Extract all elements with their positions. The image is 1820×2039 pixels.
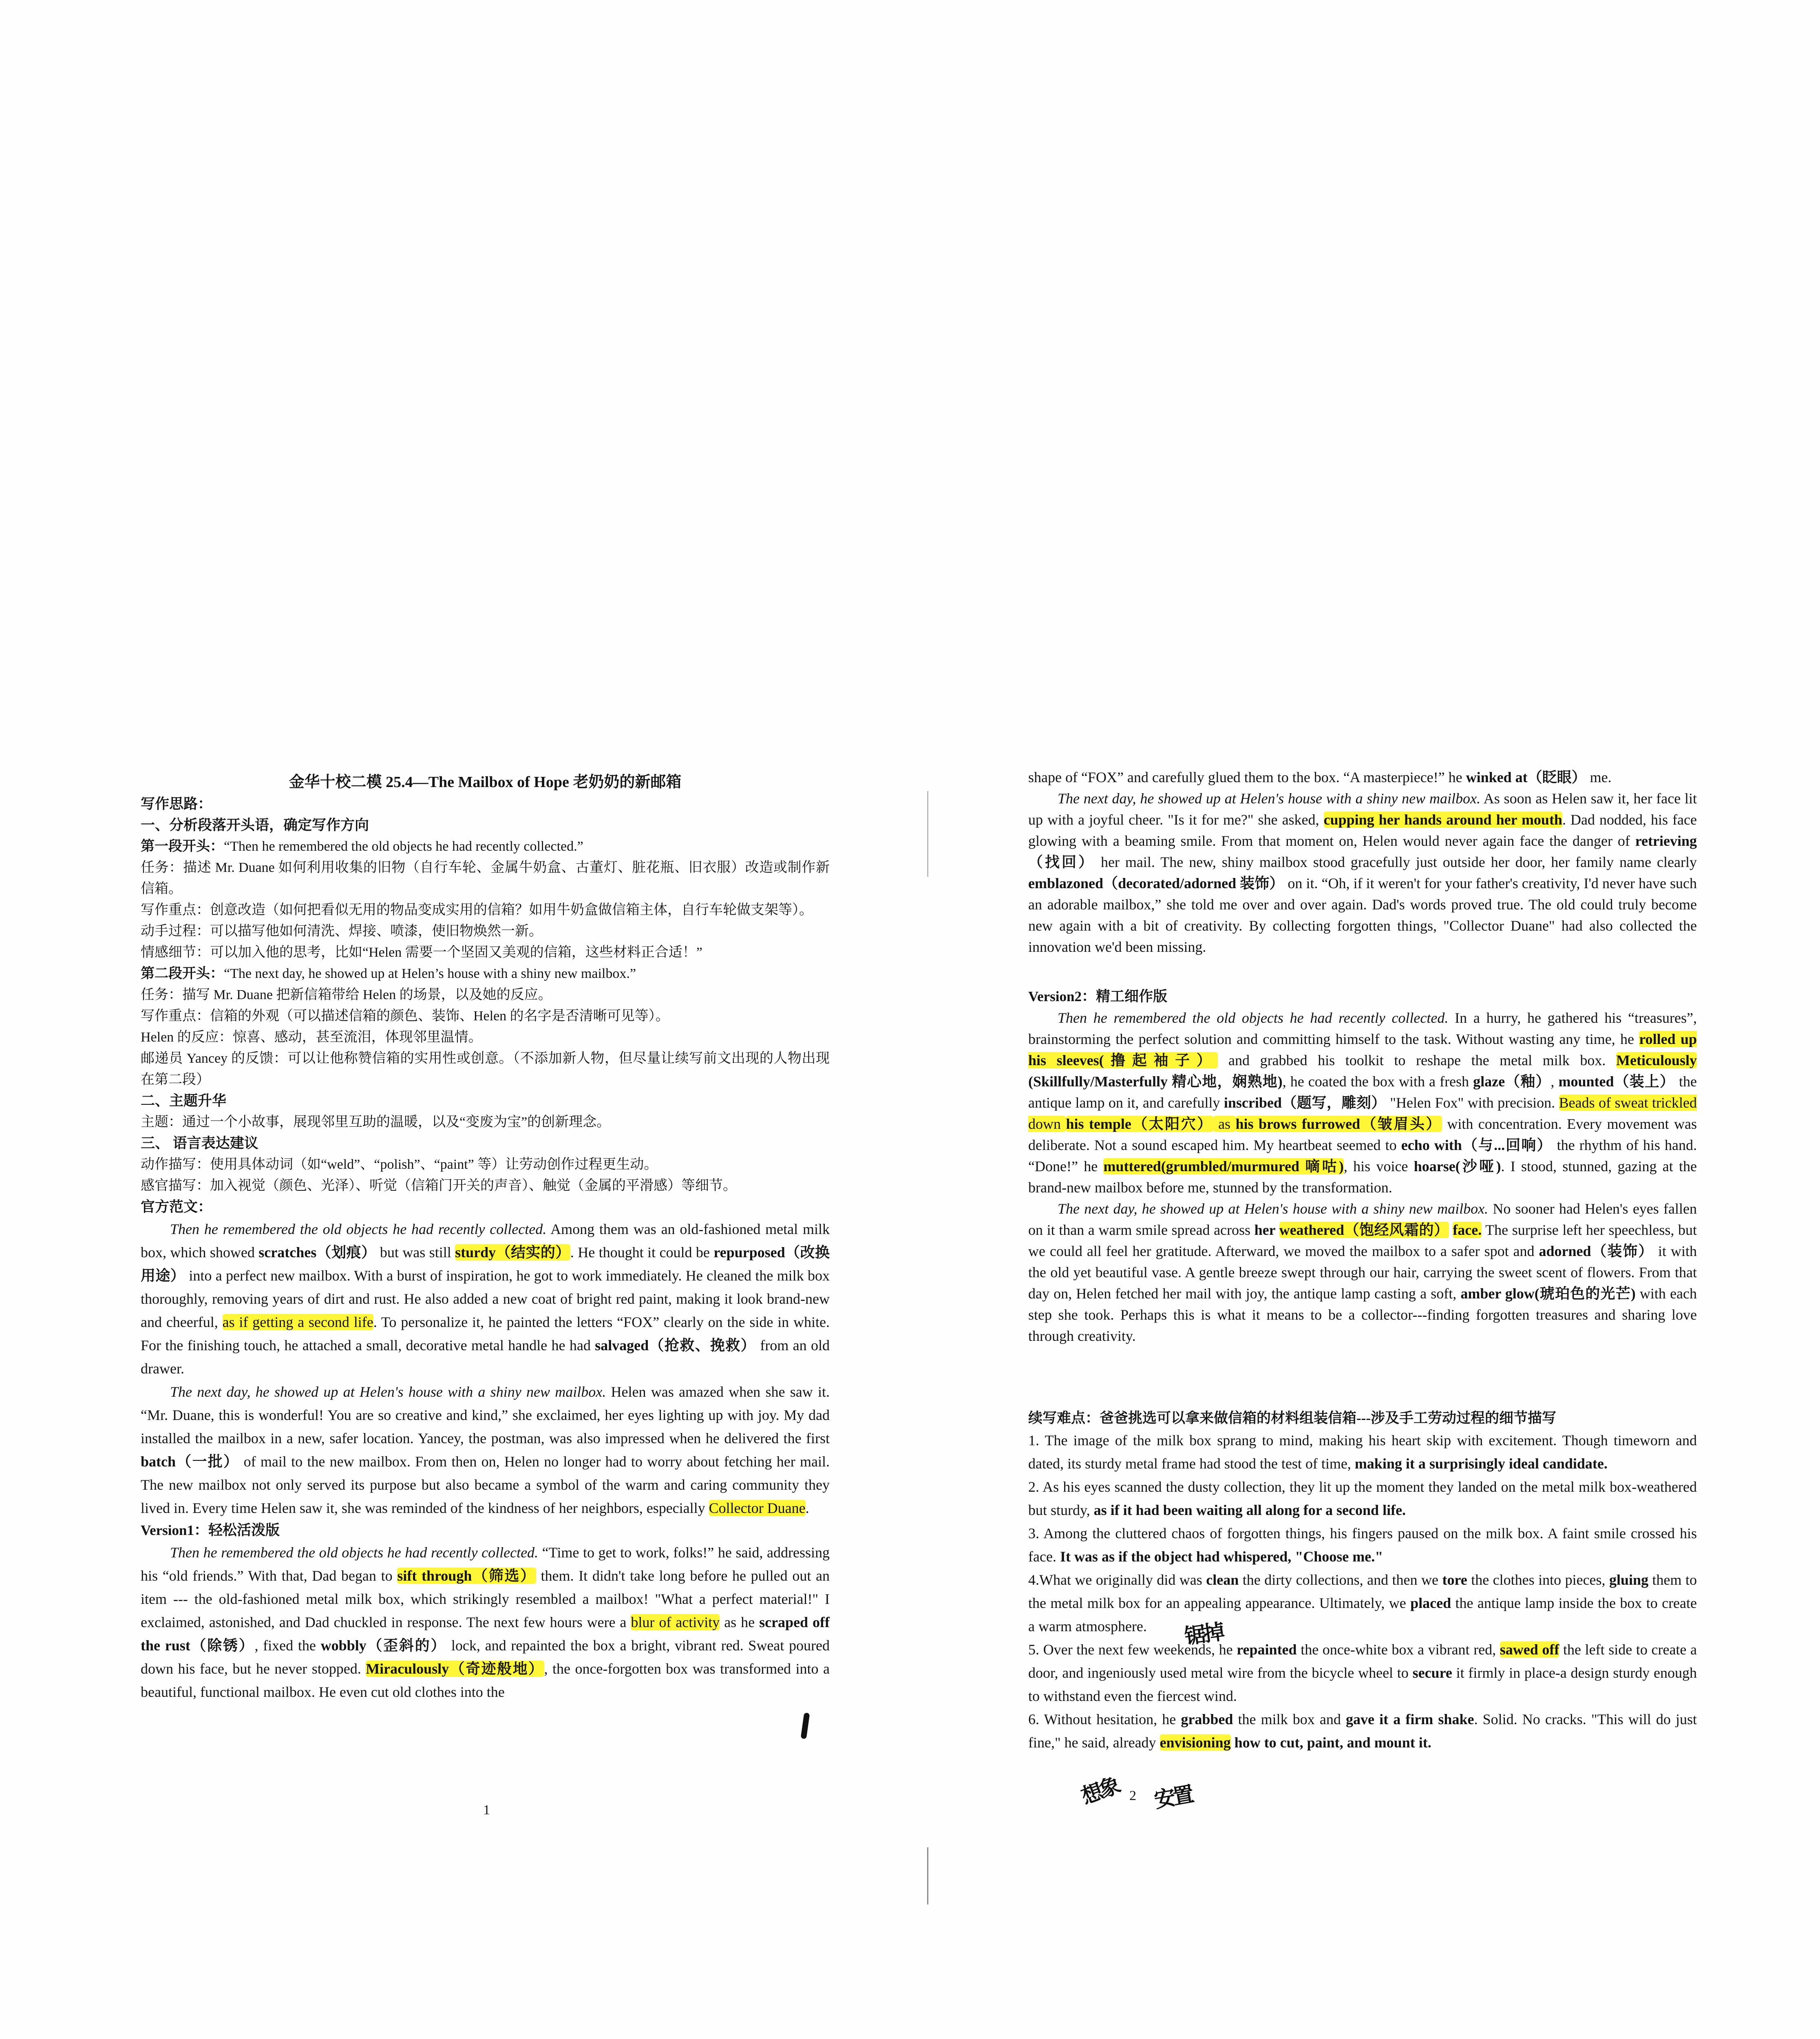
bold-text: gave it a firm shake <box>1345 1711 1474 1727</box>
text-run: it firmly in place-a design sturdy enough to withstand even the fiercest wind. <box>1028 1665 1697 1704</box>
outline-line <box>141 1112 830 1133</box>
bold-text: inscribed（题写，雕刻） <box>1224 1095 1386 1111</box>
numbered-item <box>1028 1708 1697 1754</box>
text-run: them to the metal milk box for an appealing appearance. Ultimately, we <box>1028 1572 1697 1611</box>
text-run: . Dad nodded, his face glowing with a beaming smile. From that moment on, Helen would never again face the danger of <box>1028 812 1697 849</box>
essay-paragraph <box>1028 1198 1697 1347</box>
text-run: “The next day, he showed up at Helen’s house with a shiny new mailbox.” <box>224 966 636 981</box>
bold-text: scratches（划痕） <box>258 1244 376 1261</box>
bold-text: scraped off the rust（除锈） <box>141 1614 830 1654</box>
prompt-sentence: The next day, he showed up at Helen's house with a shiny new mailbox. <box>170 1384 606 1400</box>
numbered-item <box>1028 1522 1697 1568</box>
text-run: 主题：通过一个小故事，展现邻里互助的温暖，以及“变废为宝”的创新理念。 <box>141 1115 611 1130</box>
bold-text: echo with（与...回响） <box>1401 1137 1553 1153</box>
outline-line <box>141 900 830 921</box>
highlighted-text: as if getting a second life <box>222 1314 373 1330</box>
text-run: Among them was an old-fashioned metal milk box, which showed <box>141 1221 830 1261</box>
ink-mark <box>801 1712 810 1739</box>
highlighted-text: rolled up his sleeves(撸起袖子） <box>1028 1031 1697 1068</box>
prompt-sentence: Then he remembered the old objects he had recently collected. <box>170 1544 539 1561</box>
text-run: 三、 语言表达建议 <box>141 1135 258 1151</box>
text-run: 写作思路： <box>141 796 212 812</box>
text-run: the dirty collections, and then we <box>1239 1572 1442 1588</box>
text-run: "Helen Fox" with precision. <box>1386 1095 1559 1111</box>
bold-text: (Skillfully/Masterfully 精心地，娴熟地) <box>1028 1073 1283 1090</box>
text-run: 二、主题升华 <box>141 1093 227 1109</box>
text-run: them. It didn't take long before he pulled out an item --- the old-fashioned metal milk box, which strikingly resembled a mailbox! "What a perfect material!" I exclaimed, astonished, and Dad chuckled in response. The next few hours were a <box>141 1568 830 1630</box>
section-heading <box>141 1133 830 1154</box>
highlighted-text: Collector Duane <box>709 1500 806 1516</box>
section-heading <box>141 1520 830 1541</box>
page-number: 2 <box>1129 1788 1136 1803</box>
prompt-sentence: Then he remembered the old objects he had recently collected. <box>1058 1010 1449 1026</box>
essay-paragraph <box>1028 1007 1697 1198</box>
text-run: 一、分析段落开头语，确定写作方向 <box>141 817 369 833</box>
essay-paragraph <box>141 1380 830 1520</box>
text-run: 任务：描述 Mr. Duane 如何利用收集的旧物（自行车轮、金属牛奶盒、古董灯、脏花瓶、旧衣服）改造或制作新信箱。 <box>141 860 830 896</box>
bold-text: repurposed（改换用途） <box>141 1244 830 1284</box>
text-run: 动手过程：可以描写他如何清洗、焊接、喷漆，使旧物焕然一新。 <box>141 924 543 939</box>
text-run: 6. Without hesitation, he <box>1028 1711 1181 1727</box>
bold-text: grabbed <box>1181 1711 1233 1727</box>
outline-line <box>141 1048 830 1090</box>
outline-line <box>141 1006 830 1027</box>
text-run: into a perfect new mailbox. With a burst of inspiration, he got to work immediately. He cleaned the milk box thoroughly, removing years of dirt and rust. He also added a new coat of bright red paint, making it look brand-new and cheerful, <box>141 1267 830 1330</box>
page-2-content <box>1028 767 1697 1754</box>
text-run: from an old drawer. <box>141 1337 830 1377</box>
text-run: 3. Among the cluttered chaos of forgotten things, his fingers paused on the milk box. A faint smile crossed his face. <box>1028 1525 1697 1565</box>
outline-line <box>141 857 830 900</box>
text-run: . He thought it could be <box>570 1244 714 1261</box>
text-run: 写作重点：创意改造（如何把看似无用的物品变成实用的信箱？如用牛奶盒做信箱主体，自行车轮做支架等）。 <box>141 902 813 918</box>
text-run: 写作重点：信箱的外观（可以描述信箱的颜色、装饰、Helen 的名字是否清晰可见等）。 <box>141 1008 669 1024</box>
document-title <box>141 771 830 794</box>
section-heading <box>1028 986 1697 1007</box>
handwritten-note: 想象 <box>1078 1773 1122 1809</box>
text-run: Helen was amazed when she saw it. “Mr. Duane, this is wonderful! You are so creative and kind,” she exclaimed, her eyes lighting up with joy. My dad installed the mailbox in a new, safer location. Yancey, the postman, was also impressed when he delivered the first <box>141 1384 830 1446</box>
outline-line <box>141 942 830 963</box>
text-run: , the once-forgotten box was transformed into a beautiful, functional mailbox. He even cut old clothes into the <box>141 1661 830 1700</box>
bold-text: salvaged（抢救、挽救） <box>595 1337 756 1353</box>
page-number: 1 <box>483 1802 490 1818</box>
text-run: As soon as Helen saw it, her face lit up with a joyful cheer. "Is it for me?" she asked, <box>1028 790 1697 828</box>
bold-text: wobbly（歪斜的） <box>320 1637 447 1654</box>
outline-line <box>141 963 830 984</box>
outline-line <box>141 984 830 1006</box>
text-run: , his voice <box>1343 1158 1414 1174</box>
bold-text: mounted（装上） <box>1558 1073 1675 1090</box>
bold-text: as if it had been waiting all along for a second life. <box>1093 1502 1406 1518</box>
bold-text: making it a surprisingly ideal candidate. <box>1354 1455 1608 1472</box>
section-heading <box>141 794 830 815</box>
handwritten-note: 安置 <box>1152 1782 1194 1813</box>
text-line <box>1028 767 1697 788</box>
text-run: , fixed the <box>254 1637 321 1654</box>
text-run: the antique lamp inside the box to create a warm atmosphere. <box>1028 1595 1697 1634</box>
bold-text: 第二段开头： <box>141 966 224 981</box>
text-run: The surprise left her speechless, but we could all feel her gratitude. Afterward, we moved the mailbox to a safer spot and <box>1028 1222 1697 1259</box>
text-run: her mail. The new, shiny mailbox stood gracefully just outside her door, her family name clearly <box>1095 854 1697 870</box>
text-run: of mail to the new mailbox. From then on, Helen no longer had to worry about fetching her mail. The new mailbox not only served its purpose but also became a symbol of the warm and caring community they lived in. Every time Helen saw it, she was reminded of the kindness of her neighbors, especially <box>141 1453 830 1516</box>
highlighted-text: Miraculously（奇迹般地） <box>366 1661 544 1677</box>
highlighted-text: weathered（饱经风霜的） <box>1279 1222 1449 1238</box>
text-run: on it. “Oh, if it weren't for your father's creativity, I'd never have such an adorable mailbox,” she told me over and over again. Dad's words proved true. The old could truly become new again with a bit of creativity. By collecting forgotten things, "Collector Duane" had also collected the innovation we'd been missing. <box>1028 875 1697 955</box>
text-run: 1. The image of the milk box sprang to mind, making his heart skip with excitement. Though timeworn and dated, its sturdy metal frame had stood the test of time, <box>1028 1432 1697 1472</box>
highlighted-text: Meticulously <box>1616 1052 1697 1068</box>
highlighted-text: face. <box>1453 1222 1482 1238</box>
text-run: lock, and repainted the box a bright, vibrant red. Sweat poured down his face, but he never stopped. <box>141 1637 830 1677</box>
essay-paragraph <box>1028 788 1697 958</box>
bold-text: emblazoned（decorated/adorned 装饰） <box>1028 875 1284 891</box>
text-run: . I stood, stunned, gazing at the brand-new mailbox before me, stunned by the transformation. <box>1028 1158 1697 1196</box>
text-run: 2. As his eyes scanned the dusty collection, they lit up the moment they landed on the metal milk box-weathered but sturdy, <box>1028 1479 1697 1518</box>
page-fold-line <box>927 1847 928 1904</box>
outline-line <box>141 836 830 857</box>
text-run: the rhythm of his hand. “Done!” he <box>1028 1137 1697 1174</box>
text-run: the clothes into pieces, <box>1467 1572 1610 1588</box>
bold-text: clean <box>1206 1572 1239 1588</box>
outline-line <box>141 921 830 942</box>
highlighted-text: Beads of sweat trickled down <box>1028 1095 1697 1132</box>
bold-text: batch（一批） <box>141 1453 239 1470</box>
bold-text: adorned（装饰） <box>1539 1243 1654 1259</box>
prompt-sentence: The next day, he showed up at Helen's house with a shiny new mailbox. <box>1058 790 1480 807</box>
essay-paragraph <box>141 1541 830 1704</box>
numbered-item <box>1028 1638 1697 1708</box>
text-run: 续写难点：爸爸挑选可以拿来做信箱的材料组装信箱---涉及手工劳动过程的细节描写 <box>1028 1410 1556 1426</box>
highlighted-text: as <box>1213 1116 1236 1132</box>
handwritten-note: 锯掉 <box>1183 1619 1224 1650</box>
highlighted-text: sturdy（结实的） <box>455 1244 570 1261</box>
text-run: “Then he remembered the old objects he had recently collected.” <box>224 839 583 854</box>
highlighted-text: envisioning <box>1160 1734 1231 1751</box>
page-fold-line <box>927 791 928 877</box>
highlighted-text: his temple（太阳穴） <box>1066 1116 1213 1132</box>
text-run: with each step she took. Perhaps this is what it means to be a collector---finding forgotten treasures and sharing love through creativity. <box>1028 1285 1697 1344</box>
text-run: No sooner had Helen's eyes fallen on it than a warm smile spread across <box>1028 1201 1697 1238</box>
text-run: and grabbed his toolkit to reshape the metal milk box. <box>1218 1052 1617 1068</box>
numbered-item <box>1028 1568 1697 1638</box>
text-run: Helen 的反应：惊喜、感动，甚至流泪，体现邻里温情。 <box>141 1030 482 1045</box>
text-run: it with the old yet beautiful vase. A gentle breeze swept through our hair, carrying the sweet scent of flowers. From that day on, Helen fetched her mail with joy, the antique lamp casting a soft, <box>1028 1243 1697 1302</box>
bold-text: glaze（釉） <box>1473 1073 1551 1090</box>
section-heading <box>141 1196 830 1218</box>
text-run: the left side to create a door, and ingeniously used metal wire from the bicycle wheel to <box>1028 1641 1697 1681</box>
text-run: shape of “FOX” and carefully glued them to the box. “A masterpiece!” he <box>1028 769 1466 785</box>
bold-text: her <box>1254 1222 1279 1238</box>
bold-text: gluing <box>1609 1572 1649 1588</box>
text-run: , he coated the box with a fresh <box>1282 1073 1473 1090</box>
prompt-sentence: Then he remembered the old objects he had recently collected. <box>170 1221 547 1237</box>
bold-text: amber glow(琥珀色的光芒) <box>1460 1285 1636 1302</box>
text-run: In a hurry, he gathered his “treasures”, brainstorming the perfect solution and committing himself to the task. Without wasting any time, he <box>1028 1010 1697 1047</box>
text-run: 动作描写：使用具体动词（如“weld”、“polish”、“paint” 等）让劳动创作过程更生动。 <box>141 1157 658 1172</box>
text-run: 官方范文： <box>141 1199 212 1215</box>
bold-text: hoarse(沙哑) <box>1414 1158 1501 1174</box>
text-run: 5. Over the next few weekends, he <box>1028 1641 1237 1658</box>
bold-text: tore <box>1442 1572 1467 1588</box>
text-run: 任务：描写 Mr. Duane 把新信箱带给 Helen 的场景，以及她的反应。 <box>141 987 552 1002</box>
bold-text: repainted <box>1237 1641 1297 1658</box>
text-run: but was still <box>376 1244 455 1261</box>
text-run <box>1449 1222 1453 1238</box>
page-1-content <box>141 771 830 1704</box>
text-run: the milk box and <box>1233 1711 1346 1727</box>
text-run: with concentration. Every movement was deliberate. Not a sound escaped him. My heartbeat seemed to <box>1028 1116 1697 1153</box>
text-run: the once-white box a vibrant red, <box>1297 1641 1500 1658</box>
text-run: . To personalize it, he painted the letters “FOX” clearly on the side in white. For the finishing touch, he attached a small, decorative metal handle he had <box>141 1314 830 1353</box>
text-run: 感官描写：加入视觉（颜色、光泽）、听觉（信箱门开关的声音）、触觉（金属的平滑感）等细节。 <box>141 1178 737 1193</box>
text-run: 4.What we originally did was <box>1028 1572 1206 1588</box>
text-run: as he <box>720 1614 760 1630</box>
highlighted-text: blur of activity <box>631 1614 720 1630</box>
prompt-sentence: The next day, he showed up at Helen's house with a shiny new mailbox. <box>1058 1201 1489 1217</box>
text-run: me. <box>1586 769 1612 785</box>
outline-line <box>141 1027 830 1048</box>
outline-line <box>141 1175 830 1196</box>
highlighted-text: his brows furrowed（皱眉头） <box>1235 1116 1442 1132</box>
bold-text: It was as if the object had whispered, "Choose me." <box>1060 1548 1383 1565</box>
text-run: 邮递员 Yancey 的反馈：可以让他称赞信箱的实用性或创意。（不添加新人物，但尽量让续写前文出现的人物出现在第二段） <box>141 1051 830 1087</box>
bold-text: retrieving（找回） <box>1028 833 1697 870</box>
outline-line <box>141 1154 830 1175</box>
bold-text: secure <box>1412 1665 1452 1681</box>
text-run: 情感细节：可以加入他的思考，比如“Helen 需要一个坚固又美观的信箱，这些材料正合适！” <box>141 945 702 960</box>
bold-text: 第一段开头： <box>141 839 224 854</box>
section-heading <box>1028 1408 1697 1429</box>
text-run: Version2：精工细作版 <box>1028 989 1167 1004</box>
bold-text: placed <box>1410 1595 1451 1611</box>
text-run: 金华十校二模 25.4—The Mailbox of Hope 老奶奶的新邮箱 <box>289 774 682 791</box>
text-run: Version1：轻松活泼版 <box>141 1522 280 1538</box>
text-run: “Time to get to work, folks!” he said, addressing his “old friends.” With that, Dad began to <box>141 1544 830 1584</box>
text-run: , <box>1551 1073 1559 1090</box>
text-run: the antique lamp on it, and carefully <box>1028 1073 1697 1111</box>
bold-text: how to cut, paint, and mount it. <box>1230 1734 1431 1751</box>
numbered-item <box>1028 1429 1697 1475</box>
section-heading <box>141 1090 830 1112</box>
numbered-item <box>1028 1475 1697 1522</box>
text-run: . <box>805 1500 809 1516</box>
bold-text: winked at（眨眼） <box>1466 769 1586 785</box>
essay-paragraph <box>141 1218 830 1380</box>
highlighted-text: muttered(grumbled/murmured 嘀咕) <box>1103 1158 1344 1174</box>
highlighted-text: sawed off <box>1500 1641 1559 1658</box>
highlighted-text: sift through（筛选） <box>397 1568 536 1584</box>
highlighted-text: cupping her hands around her mouth <box>1323 812 1562 828</box>
section-heading <box>141 815 830 836</box>
text-run: . Solid. No cracks. "This will do just fine," he said, already <box>1028 1711 1697 1751</box>
